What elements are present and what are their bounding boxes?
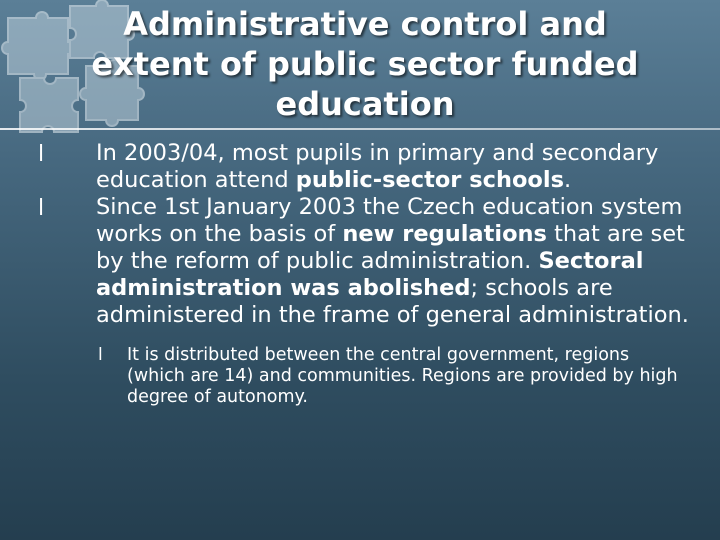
sub-bullet-item — [0, 345, 720, 408]
bullet-marker: l — [38, 196, 45, 221]
bullet-text: that are set by the reform of public administration. — [96, 221, 685, 274]
bullet-text: ; schools are administered in the frame of general administration. — [96, 275, 689, 328]
bullet-text: In 2003/04, most pupils in primary and secondary education attend — [96, 140, 659, 193]
sub-bullet-text: It is distributed between the central government, regions (which are 14) and communities. Regions are provided by high degree of autonomy. — [127, 345, 678, 407]
bullet-bold-text: Sectoral administration was abolished — [96, 248, 644, 301]
title-line-2: extent of public sector funded — [91, 45, 639, 83]
bullet-text: Since 1st January 2003 the Czech education system works on the basis of — [96, 194, 683, 247]
bullet-text: . — [564, 167, 572, 193]
bullet-item-regulations — [0, 194, 720, 329]
bullet-bold-text: public-sector schools — [295, 167, 564, 193]
bullet-bold-text: new regulations — [342, 221, 547, 247]
bullet-item-public-sector — [0, 140, 720, 194]
slide-title — [60, 4, 670, 124]
title-line-3: education — [275, 85, 455, 123]
title-divider — [0, 128, 720, 130]
bullet-marker: l — [38, 142, 45, 167]
bullet-list — [0, 140, 720, 408]
title-line-1: Administrative control and — [123, 5, 607, 43]
sub-bullet-marker: l — [98, 345, 103, 365]
